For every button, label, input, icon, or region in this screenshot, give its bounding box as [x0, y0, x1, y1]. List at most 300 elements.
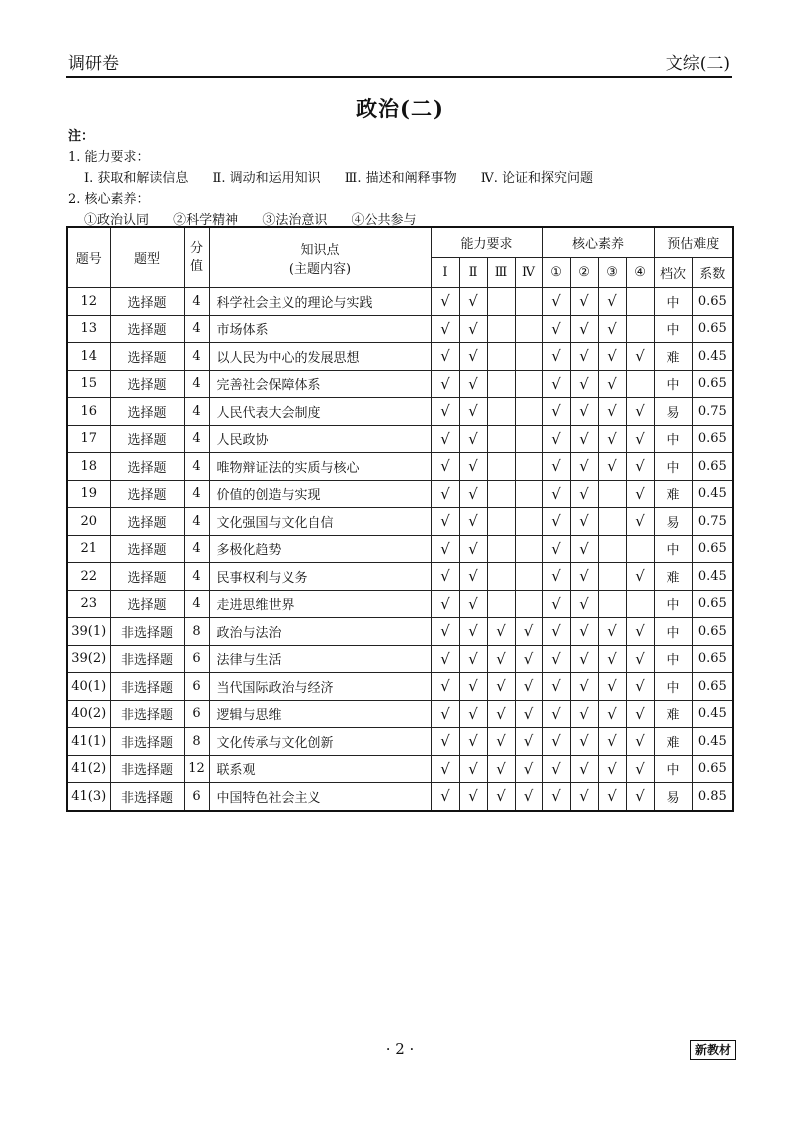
header-level: 档次 [654, 258, 692, 288]
check-mark: √ [431, 645, 459, 673]
edition-tag: 新教材 [690, 1040, 736, 1060]
cell-score: 4 [184, 453, 209, 481]
check-mark: √ [542, 370, 570, 398]
cell-num: 15 [67, 370, 110, 398]
cell-type: 选择题 [110, 425, 184, 453]
empty-cell [487, 425, 515, 453]
cell-coef: 0.65 [692, 453, 733, 481]
check-mark: √ [431, 288, 459, 316]
check-mark: √ [515, 673, 542, 701]
empty-cell [515, 563, 542, 591]
cell-type: 选择题 [110, 288, 184, 316]
header-ability: 能力要求 [431, 227, 542, 258]
cell-coef: 0.65 [692, 315, 733, 343]
cell-coef: 0.75 [692, 398, 733, 426]
check-mark: √ [431, 728, 459, 756]
check-mark: √ [431, 425, 459, 453]
check-mark: √ [570, 535, 598, 563]
check-mark: √ [626, 700, 654, 728]
cell-num: 19 [67, 480, 110, 508]
empty-cell [515, 453, 542, 481]
cell-score: 6 [184, 673, 209, 701]
check-mark: √ [431, 343, 459, 371]
literacy-item: ③法治意识 [262, 213, 328, 228]
check-mark: √ [570, 783, 598, 811]
check-mark: √ [570, 755, 598, 783]
empty-cell [487, 343, 515, 371]
check-mark: √ [431, 315, 459, 343]
cell-level: 中 [654, 288, 692, 316]
table-row [67, 728, 733, 756]
empty-cell [515, 288, 542, 316]
cell-topic: 人民政协 [209, 425, 431, 453]
empty-cell [515, 590, 542, 618]
check-mark: √ [598, 370, 626, 398]
check-mark: √ [626, 508, 654, 536]
check-mark: √ [459, 453, 487, 481]
check-mark: √ [487, 700, 515, 728]
check-mark: √ [431, 453, 459, 481]
check-mark: √ [459, 398, 487, 426]
check-mark: √ [542, 700, 570, 728]
check-mark: √ [598, 728, 626, 756]
cell-num: 14 [67, 343, 110, 371]
check-mark: √ [431, 618, 459, 646]
cell-topic: 文化传承与文化创新 [209, 728, 431, 756]
cell-topic: 法律与生活 [209, 645, 431, 673]
check-mark: √ [431, 673, 459, 701]
check-mark: √ [626, 755, 654, 783]
check-mark: √ [542, 563, 570, 591]
check-mark: √ [598, 343, 626, 371]
cell-num: 13 [67, 315, 110, 343]
check-mark: √ [431, 535, 459, 563]
check-mark: √ [515, 755, 542, 783]
check-mark: √ [431, 480, 459, 508]
check-mark: √ [431, 398, 459, 426]
check-mark: √ [542, 535, 570, 563]
cell-score: 12 [184, 755, 209, 783]
cell-level: 难 [654, 343, 692, 371]
empty-cell [487, 508, 515, 536]
check-mark: √ [626, 645, 654, 673]
check-mark: √ [542, 343, 570, 371]
header-literacy-col: ① [542, 258, 570, 288]
check-mark: √ [570, 453, 598, 481]
cell-coef: 0.45 [692, 480, 733, 508]
check-mark: √ [626, 673, 654, 701]
empty-cell [515, 508, 542, 536]
empty-cell [626, 370, 654, 398]
cell-score: 4 [184, 535, 209, 563]
header-literacy-col: ④ [626, 258, 654, 288]
cell-coef: 0.45 [692, 700, 733, 728]
literacy-item: ④公共参与 [351, 213, 417, 228]
check-mark: √ [626, 783, 654, 811]
check-mark: √ [487, 728, 515, 756]
cell-topic: 价值的创造与实现 [209, 480, 431, 508]
check-mark: √ [431, 370, 459, 398]
check-mark: √ [431, 508, 459, 536]
cell-type: 选择题 [110, 563, 184, 591]
check-mark: √ [487, 673, 515, 701]
cell-type: 选择题 [110, 370, 184, 398]
cell-level: 中 [654, 425, 692, 453]
check-mark: √ [459, 673, 487, 701]
ability-item: Ⅲ. 描述和阐释事物 [344, 171, 457, 186]
cell-level: 中 [654, 453, 692, 481]
check-mark: √ [570, 728, 598, 756]
table-row [67, 618, 733, 646]
header-type: 题型 [110, 227, 184, 288]
empty-cell [515, 398, 542, 426]
cell-topic: 中国特色社会主义 [209, 783, 431, 811]
empty-cell [515, 480, 542, 508]
cell-score: 4 [184, 563, 209, 591]
check-mark: √ [542, 480, 570, 508]
cell-level: 难 [654, 563, 692, 591]
cell-level: 难 [654, 480, 692, 508]
cell-type: 选择题 [110, 398, 184, 426]
check-mark: √ [598, 755, 626, 783]
header-literacy-col: ③ [598, 258, 626, 288]
check-mark: √ [570, 618, 598, 646]
check-mark: √ [487, 645, 515, 673]
check-mark: √ [542, 315, 570, 343]
empty-cell [515, 535, 542, 563]
header-left-text: 调研卷 [68, 54, 119, 74]
check-mark: √ [626, 453, 654, 481]
check-mark: √ [626, 618, 654, 646]
page-title: 政治(二) [356, 96, 444, 121]
check-mark: √ [542, 728, 570, 756]
header-ability-col: Ⅰ [431, 258, 459, 288]
empty-cell [515, 315, 542, 343]
cell-score: 4 [184, 315, 209, 343]
cell-level: 易 [654, 398, 692, 426]
check-mark: √ [542, 398, 570, 426]
check-mark: √ [598, 700, 626, 728]
cell-topic: 多极化趋势 [209, 535, 431, 563]
table-row [67, 425, 733, 453]
cell-topic: 完善社会保障体系 [209, 370, 431, 398]
cell-score: 6 [184, 700, 209, 728]
check-mark: √ [542, 645, 570, 673]
cell-topic: 逻辑与思维 [209, 700, 431, 728]
table-row [67, 453, 733, 481]
empty-cell [487, 563, 515, 591]
check-mark: √ [459, 618, 487, 646]
check-mark: √ [542, 425, 570, 453]
exam-analysis-table [66, 226, 734, 812]
cell-level: 易 [654, 783, 692, 811]
ability-item: Ⅰ. 获取和解读信息 [84, 171, 189, 186]
check-mark: √ [598, 288, 626, 316]
page-number: · 2 · [385, 1040, 415, 1058]
cell-coef: 0.65 [692, 590, 733, 618]
check-mark: √ [487, 783, 515, 811]
empty-cell [487, 315, 515, 343]
check-mark: √ [459, 728, 487, 756]
check-mark: √ [542, 755, 570, 783]
check-mark: √ [570, 370, 598, 398]
cell-type: 选择题 [110, 480, 184, 508]
notes-label: 注： [68, 129, 95, 144]
check-mark: √ [598, 453, 626, 481]
cell-score: 8 [184, 728, 209, 756]
cell-type: 选择题 [110, 315, 184, 343]
literacy-item: ②科学精神 [173, 213, 239, 228]
empty-cell [598, 480, 626, 508]
check-mark: √ [431, 755, 459, 783]
check-mark: √ [626, 728, 654, 756]
empty-cell [487, 480, 515, 508]
check-mark: √ [570, 425, 598, 453]
check-mark: √ [459, 315, 487, 343]
check-mark: √ [459, 425, 487, 453]
cell-level: 难 [654, 700, 692, 728]
check-mark: √ [459, 700, 487, 728]
check-mark: √ [459, 563, 487, 591]
header-difficulty: 预估难度 [654, 227, 733, 258]
header-literacy-col: ② [570, 258, 598, 288]
table-header-row-1 [67, 227, 733, 258]
check-mark: √ [626, 563, 654, 591]
check-mark: √ [598, 618, 626, 646]
header-ability-col: Ⅳ [515, 258, 542, 288]
cell-type: 非选择题 [110, 645, 184, 673]
cell-level: 中 [654, 755, 692, 783]
header-knowledge [209, 227, 431, 288]
cell-topic: 文化强国与文化自信 [209, 508, 431, 536]
empty-cell [598, 563, 626, 591]
empty-cell [626, 288, 654, 316]
cell-score: 4 [184, 508, 209, 536]
header-num: 题号 [67, 227, 110, 288]
table-row [67, 590, 733, 618]
check-mark: √ [459, 370, 487, 398]
header-literacy: 核心素养 [542, 227, 654, 258]
table-row [67, 700, 733, 728]
check-mark: √ [570, 480, 598, 508]
check-mark: √ [459, 535, 487, 563]
cell-coef: 0.65 [692, 535, 733, 563]
cell-level: 易 [654, 508, 692, 536]
cell-score: 4 [184, 425, 209, 453]
cell-topic: 市场体系 [209, 315, 431, 343]
cell-score: 8 [184, 618, 209, 646]
header-ability-col: Ⅱ [459, 258, 487, 288]
page-header [66, 46, 732, 78]
check-mark: √ [542, 508, 570, 536]
empty-cell [626, 315, 654, 343]
cell-topic: 政治与法治 [209, 618, 431, 646]
table-row [67, 645, 733, 673]
table-row [67, 370, 733, 398]
cell-type: 非选择题 [110, 618, 184, 646]
cell-num: 17 [67, 425, 110, 453]
check-mark: √ [542, 590, 570, 618]
cell-topic: 走进思维世界 [209, 590, 431, 618]
cell-type: 选择题 [110, 453, 184, 481]
cell-level: 中 [654, 618, 692, 646]
cell-type: 选择题 [110, 590, 184, 618]
empty-cell [515, 370, 542, 398]
check-mark: √ [626, 425, 654, 453]
cell-topic: 以人民为中心的发展思想 [209, 343, 431, 371]
empty-cell [487, 288, 515, 316]
cell-topic: 民事权利与义务 [209, 563, 431, 591]
cell-score: 4 [184, 370, 209, 398]
check-mark: √ [598, 398, 626, 426]
cell-score: 4 [184, 480, 209, 508]
check-mark: √ [598, 673, 626, 701]
cell-num: 21 [67, 535, 110, 563]
ability-title: 1. 能力要求： [68, 150, 150, 165]
cell-coef: 0.65 [692, 618, 733, 646]
check-mark: √ [487, 618, 515, 646]
cell-num: 12 [67, 288, 110, 316]
check-mark: √ [459, 508, 487, 536]
cell-type: 选择题 [110, 343, 184, 371]
check-mark: √ [542, 783, 570, 811]
cell-coef: 0.65 [692, 755, 733, 783]
ability-list [68, 168, 613, 189]
cell-score: 4 [184, 398, 209, 426]
cell-level: 中 [654, 315, 692, 343]
table-row [67, 563, 733, 591]
check-mark: √ [515, 618, 542, 646]
cell-type: 非选择题 [110, 673, 184, 701]
notes-section [68, 126, 613, 231]
check-mark: √ [570, 398, 598, 426]
empty-cell [487, 370, 515, 398]
cell-coef: 0.65 [692, 673, 733, 701]
cell-coef: 0.65 [692, 425, 733, 453]
cell-score: 6 [184, 645, 209, 673]
empty-cell [598, 535, 626, 563]
cell-type: 非选择题 [110, 755, 184, 783]
cell-num: 23 [67, 590, 110, 618]
table-row [67, 315, 733, 343]
cell-coef: 0.45 [692, 343, 733, 371]
cell-score: 6 [184, 783, 209, 811]
check-mark: √ [542, 618, 570, 646]
empty-cell [626, 535, 654, 563]
table-row [67, 673, 733, 701]
cell-num: 41(2) [67, 755, 110, 783]
cell-topic: 科学社会主义的理论与实践 [209, 288, 431, 316]
cell-score: 4 [184, 590, 209, 618]
check-mark: √ [431, 783, 459, 811]
cell-num: 40(2) [67, 700, 110, 728]
cell-level: 中 [654, 645, 692, 673]
cell-score: 4 [184, 288, 209, 316]
empty-cell [487, 398, 515, 426]
check-mark: √ [431, 590, 459, 618]
header-coef: 系数 [692, 258, 733, 288]
cell-coef: 0.75 [692, 508, 733, 536]
check-mark: √ [570, 645, 598, 673]
cell-score: 4 [184, 343, 209, 371]
check-mark: √ [570, 673, 598, 701]
cell-coef: 0.45 [692, 728, 733, 756]
cell-num: 40(1) [67, 673, 110, 701]
check-mark: √ [570, 288, 598, 316]
table-row [67, 343, 733, 371]
cell-level: 难 [654, 728, 692, 756]
check-mark: √ [459, 645, 487, 673]
check-mark: √ [542, 673, 570, 701]
check-mark: √ [459, 783, 487, 811]
check-mark: √ [431, 700, 459, 728]
check-mark: √ [570, 315, 598, 343]
cell-type: 选择题 [110, 535, 184, 563]
check-mark: √ [487, 755, 515, 783]
check-mark: √ [626, 398, 654, 426]
cell-coef: 0.65 [692, 370, 733, 398]
empty-cell [487, 453, 515, 481]
header-score: 分值 [184, 227, 209, 288]
ability-item: Ⅱ. 调动和运用知识 [212, 171, 321, 186]
cell-num: 18 [67, 453, 110, 481]
cell-type: 非选择题 [110, 783, 184, 811]
cell-coef: 0.65 [692, 288, 733, 316]
table-row [67, 398, 733, 426]
check-mark: √ [459, 480, 487, 508]
ability-item: Ⅳ. 论证和探究问题 [480, 171, 594, 186]
cell-num: 41(1) [67, 728, 110, 756]
check-mark: √ [515, 645, 542, 673]
table-row [67, 535, 733, 563]
cell-type: 选择题 [110, 508, 184, 536]
empty-cell [598, 508, 626, 536]
cell-num: 16 [67, 398, 110, 426]
header-knowledge-title: 知识点 [300, 242, 340, 258]
cell-topic: 唯物辩证法的实质与核心 [209, 453, 431, 481]
check-mark: √ [570, 508, 598, 536]
table-row [67, 480, 733, 508]
literacy-title: 2. 核心素养： [68, 192, 150, 207]
empty-cell [515, 425, 542, 453]
check-mark: √ [598, 315, 626, 343]
cell-num: 20 [67, 508, 110, 536]
cell-level: 中 [654, 535, 692, 563]
cell-coef: 0.85 [692, 783, 733, 811]
cell-topic: 人民代表大会制度 [209, 398, 431, 426]
cell-level: 中 [654, 590, 692, 618]
empty-cell [598, 590, 626, 618]
cell-level: 中 [654, 673, 692, 701]
check-mark: √ [598, 425, 626, 453]
check-mark: √ [515, 728, 542, 756]
check-mark: √ [570, 590, 598, 618]
cell-topic: 联系观 [209, 755, 431, 783]
check-mark: √ [542, 453, 570, 481]
table-row [67, 783, 733, 811]
table-body [67, 288, 733, 811]
check-mark: √ [570, 700, 598, 728]
check-mark: √ [515, 700, 542, 728]
header-right-text: 文综(二) [665, 54, 730, 74]
check-mark: √ [626, 343, 654, 371]
cell-type: 非选择题 [110, 700, 184, 728]
cell-topic: 当代国际政治与经济 [209, 673, 431, 701]
empty-cell [487, 535, 515, 563]
check-mark: √ [431, 563, 459, 591]
cell-coef: 0.45 [692, 563, 733, 591]
empty-cell [515, 343, 542, 371]
